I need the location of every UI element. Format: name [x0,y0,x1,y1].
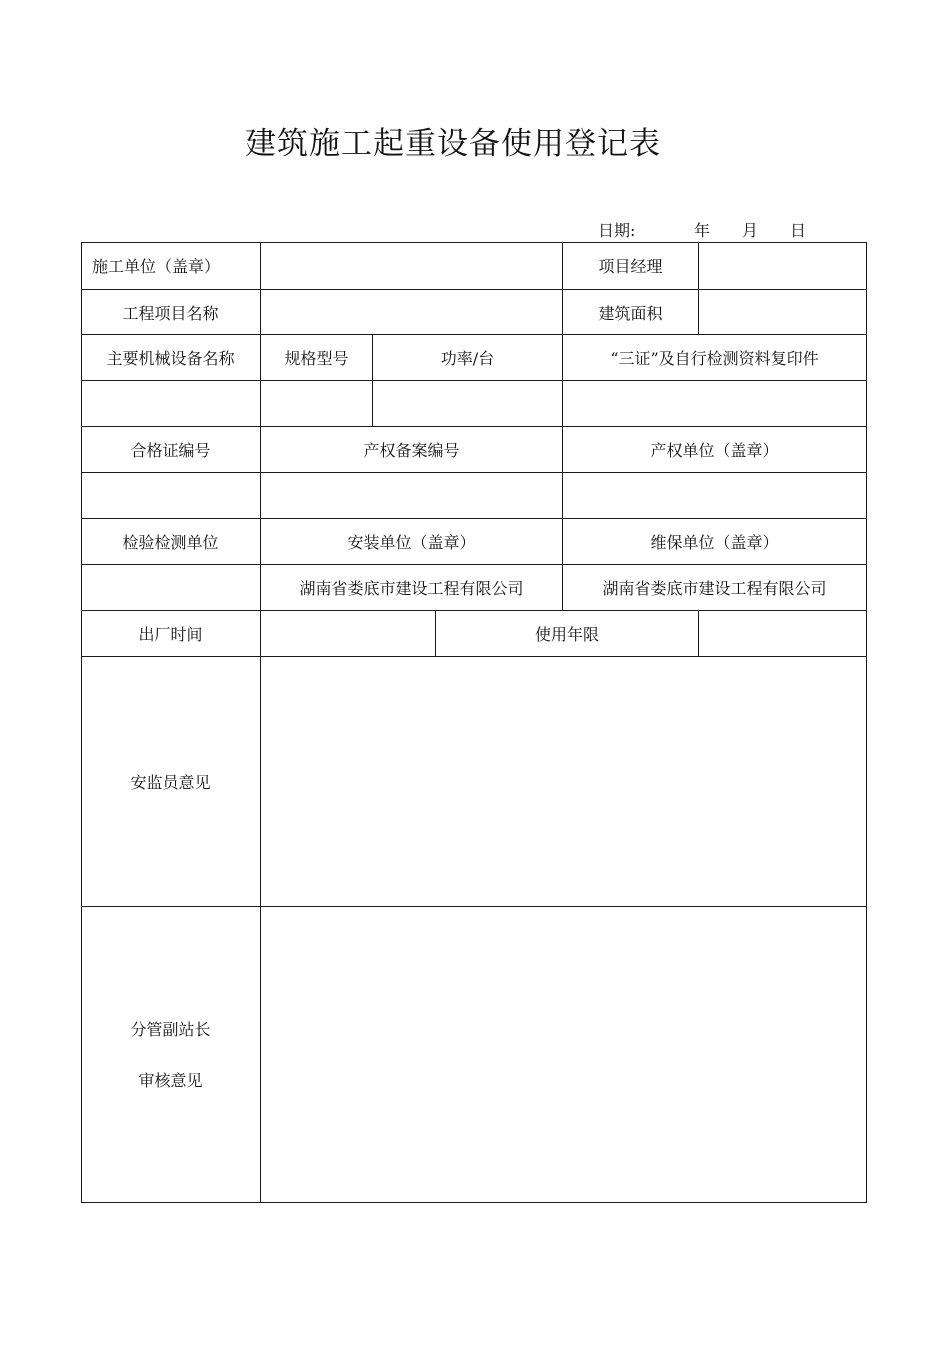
date-year: 年 [694,221,711,240]
certificate-number-label: 合格证编号 [130,441,211,460]
factory-date-field[interactable] [261,611,435,656]
project-name-field[interactable] [261,290,562,334]
inspection-unit-label: 检验检测单位 [122,533,219,552]
service-life-field[interactable] [699,611,866,656]
property-record-number-field[interactable] [261,473,562,518]
registration-table [81,242,867,1203]
safety-supervisor-opinion-label: 安监员意见 [130,773,211,792]
construction-unit-field[interactable] [261,242,562,289]
three-certificates-field[interactable] [563,381,866,426]
spec-model-label: 规格型号 [284,349,349,368]
property-owner-field[interactable] [563,473,866,518]
date-label: 日期: [598,221,636,240]
spec-model-field[interactable] [261,381,372,426]
equipment-name-field[interactable] [81,381,260,426]
property-record-number-label: 产权备案编号 [363,441,460,460]
factory-date-label: 出厂时间 [138,625,203,644]
deputy-director-label-line1: 分管副站长 [130,1019,211,1039]
date-day: 日 [790,221,807,240]
installation-unit-value[interactable]: 湖南省娄底市建设工程有限公司 [299,579,524,598]
deputy-director-review-field[interactable] [261,907,866,1202]
construction-unit-label: 施工单位（盖章） [92,257,221,276]
maintenance-unit-value[interactable]: 湖南省娄底市建设工程有限公司 [602,579,827,598]
project-name-label: 工程项目名称 [122,303,219,323]
three-certificates-label: “三证”及自行检测资料复印件 [610,349,819,368]
certificate-number-field[interactable] [81,473,260,518]
deputy-director-label-line2: 审核意见 [138,1070,203,1090]
main-equipment-name-label: 主要机械设备名称 [106,349,235,368]
date-month: 月 [742,221,759,240]
building-area-label: 建筑面积 [598,303,663,323]
maintenance-unit-label: 维保单位（盖章） [650,533,779,552]
service-life-label: 使用年限 [534,625,599,644]
building-area-field[interactable] [699,290,866,334]
form-title: 建筑施工起重设备使用登记表 [245,126,661,162]
safety-supervisor-opinion-field[interactable] [261,657,866,906]
power-per-unit-label: 功率/台 [440,349,495,368]
deputy-director-review-label [81,907,260,1202]
project-manager-label: 项目经理 [598,257,663,276]
installation-unit-label: 安装单位（盖章） [347,533,476,552]
property-owner-label: 产权单位（盖章） [650,441,779,460]
inspection-unit-field[interactable] [81,565,260,610]
power-per-unit-field[interactable] [373,381,562,426]
project-manager-field[interactable] [699,242,866,289]
date-line [0,214,950,240]
